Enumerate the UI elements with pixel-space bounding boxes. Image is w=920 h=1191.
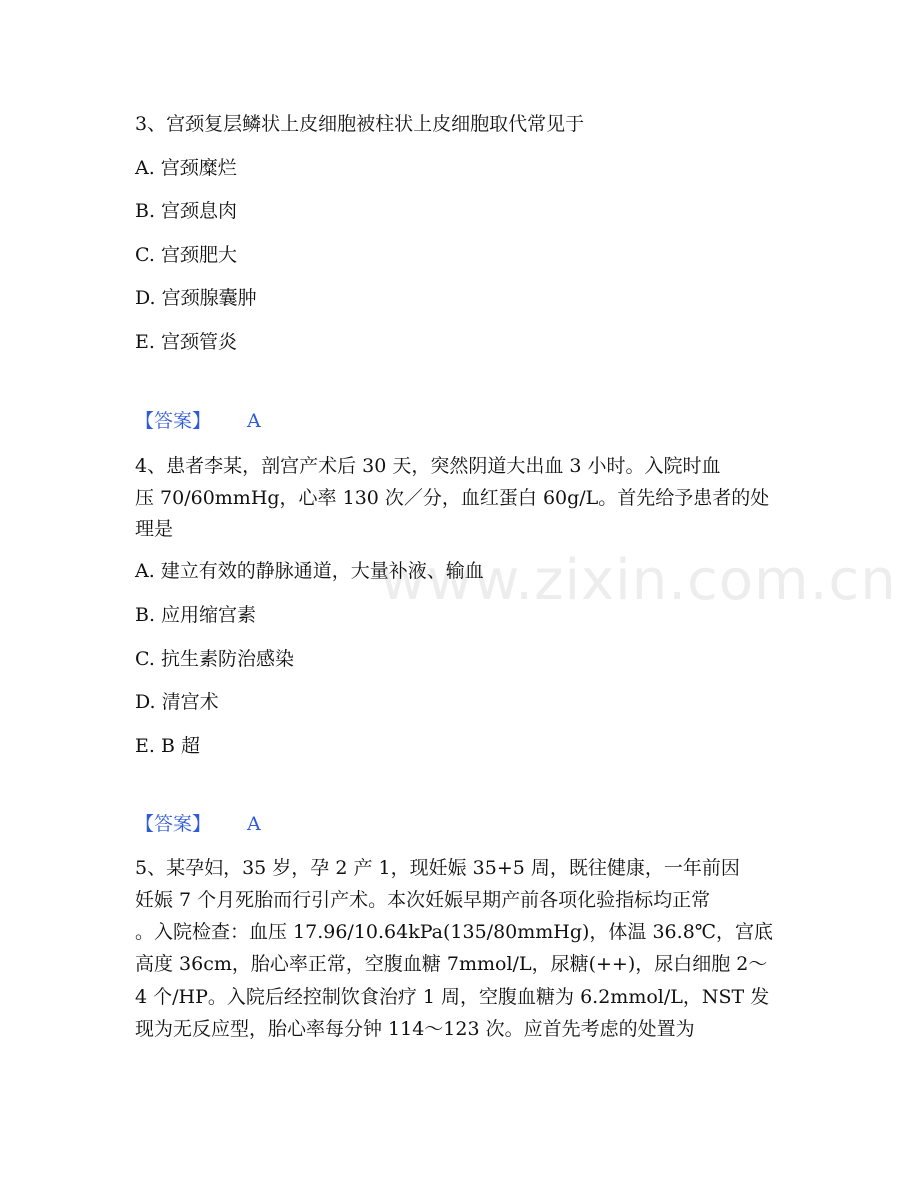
question-4-answer	[135, 807, 261, 841]
question-5-stem-line: 4 个/HP。入院后经控制饮食治疗 1 周，空腹血糖为 6.2mmol/L，NST 发	[135, 986, 770, 1008]
question-4-option-e: E. B 超	[135, 735, 200, 757]
answer-value: A	[247, 813, 261, 835]
question-3-option-c: C. 宫颈肥大	[135, 244, 237, 266]
question-5-stem-line: 高度 36cm，胎心率正常，空腹血糖 7mmol/L，尿糖(++)，尿白细胞 2～	[135, 953, 768, 975]
question-5-stem-line: 现为无反应型，胎心率每分钟 114～123 次。应首先考虑的处置为	[135, 1018, 695, 1040]
question-3-stem: 3、宫颈复层鳞状上皮细胞被柱状上皮细胞取代常见于	[135, 113, 585, 135]
answer-label: 【答案】	[135, 410, 212, 432]
answer-label: 【答案】	[135, 813, 212, 835]
question-5-stem-line: 。入院检查：血压 17.96/10.64kPa(135/80mmHg)，体温 36.8℃，宫底	[135, 921, 774, 943]
question-5-stem-line: 5、某孕妇，35 岁，孕 2 产 1，现妊娠 35+5 周，既往健康，一年前因	[135, 857, 740, 879]
watermark: www.zixin.com.cn	[380, 548, 897, 613]
question-4-stem-line: 压 70/60mmHg，心率 130 次／分，血红蛋白 60g/L。首先给予患者的处	[135, 487, 770, 509]
question-4-option-b: B. 应用缩宫素	[135, 604, 257, 626]
question-3-option-e: E. 宫颈管炎	[135, 331, 237, 353]
question-4-option-a: A. 建立有效的静脉通道，大量补液、输血	[135, 560, 484, 582]
question-5-stem-line: 妊娠 7 个月死胎而行引产术。本次妊娠早期产前各项化验指标均正常	[135, 889, 711, 911]
question-4-stem-line: 理是	[135, 518, 174, 540]
answer-value: A	[247, 410, 261, 432]
question-3-option-d: D. 宫颈腺囊肿	[135, 287, 257, 309]
question-4-stem-line: 4、患者李某，剖宫产术后 30 天，突然阴道大出血 3 小时。入院时血	[135, 455, 721, 477]
question-3-answer	[135, 404, 261, 438]
question-4-option-c: C. 抗生素防治感染	[135, 648, 294, 670]
question-4-option-d: D. 清宫术	[135, 691, 219, 713]
question-3-option-b: B. 宫颈息肉	[135, 200, 238, 222]
question-3-option-a: A. 宫颈糜烂	[135, 157, 237, 179]
